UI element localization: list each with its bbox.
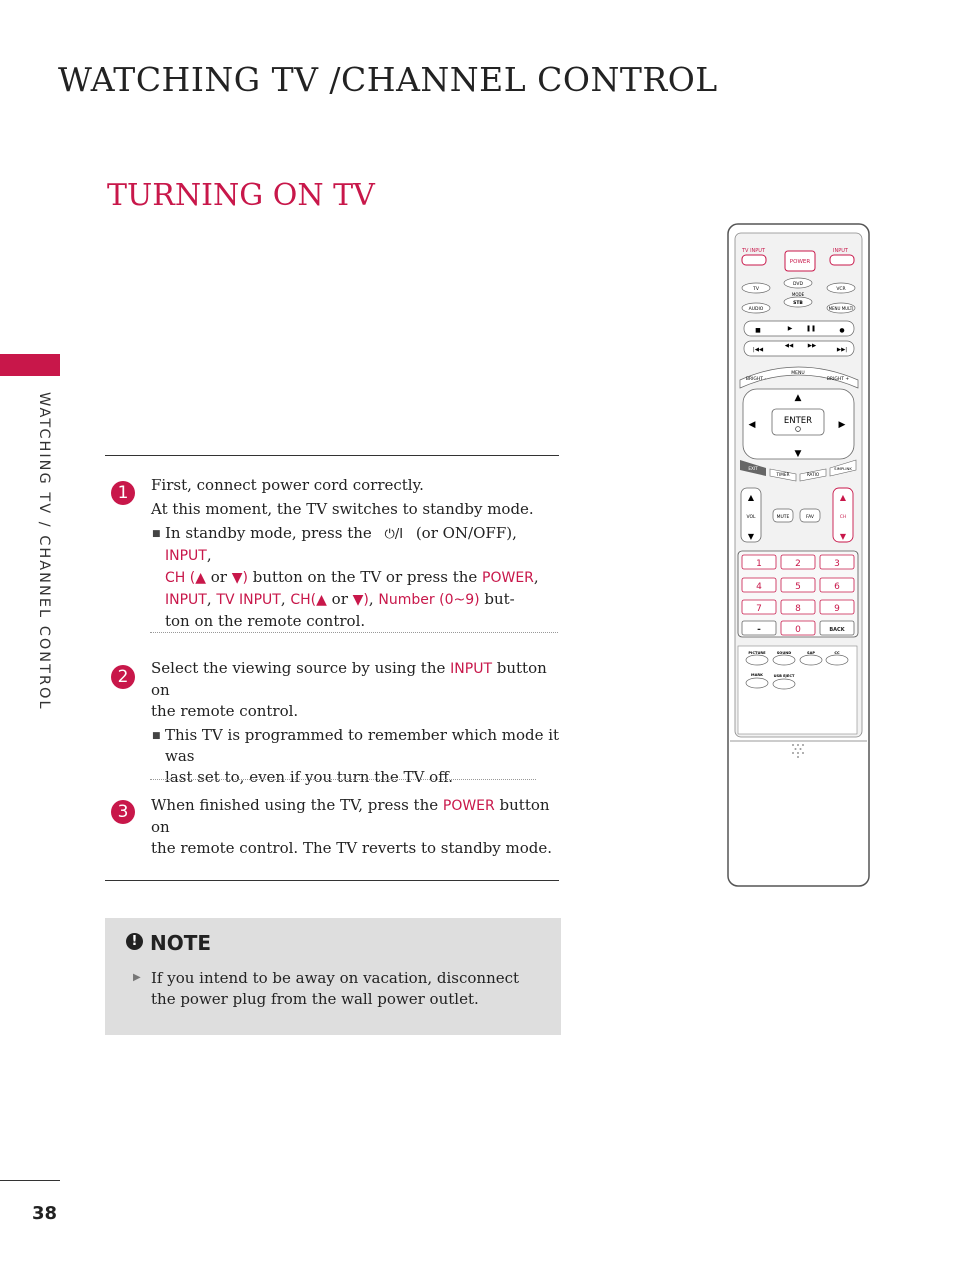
channel-down-icon: ▼ bbox=[839, 532, 847, 541]
menu-label: MENU bbox=[791, 371, 805, 376]
pause-icon: ❚❚ bbox=[805, 325, 817, 332]
key-ch-up: CH (▲ bbox=[165, 570, 206, 586]
sound-button bbox=[773, 655, 795, 665]
text: , bbox=[533, 568, 539, 586]
key-7-label: 7 bbox=[756, 604, 762, 614]
key-back-label: BACK bbox=[829, 627, 845, 633]
footer-rule bbox=[0, 1180, 60, 1181]
mode-vcr-label: VCR bbox=[836, 287, 846, 292]
note-text bbox=[151, 968, 551, 1010]
bullet-square-icon: ■ bbox=[152, 731, 161, 741]
key-9-label: 9 bbox=[834, 604, 840, 614]
key-0-label: 0 bbox=[795, 625, 801, 635]
picture-button bbox=[746, 655, 768, 665]
left-arrow-icon: ◀ bbox=[748, 420, 756, 430]
key-input: INPUT bbox=[165, 592, 207, 608]
text: , bbox=[206, 546, 212, 564]
side-tab-label: WATCHING TV / CHANNEL CONTROL bbox=[36, 392, 52, 711]
usb-eject-label: USB EJECT bbox=[773, 674, 795, 678]
up-arrow-icon: ▲ bbox=[794, 393, 802, 403]
key-input: INPUT bbox=[165, 548, 207, 564]
text: or bbox=[326, 590, 353, 608]
dotted-divider bbox=[150, 632, 558, 633]
mode-label: MODE bbox=[791, 292, 805, 297]
top-rule bbox=[105, 455, 559, 456]
key-8-label: 8 bbox=[795, 604, 801, 614]
triangle-bullet-icon: ▶ bbox=[133, 972, 141, 983]
stop-icon: ■ bbox=[755, 327, 761, 334]
step-3-line-1 bbox=[151, 795, 561, 838]
step-1-text bbox=[151, 475, 561, 632]
key-dash-label: - bbox=[757, 625, 761, 635]
section-title: TURNING ON TV bbox=[107, 178, 375, 213]
bright-minus-label: BRIGHT - bbox=[745, 377, 767, 382]
text: , bbox=[206, 590, 217, 608]
step-1-bullet bbox=[151, 523, 561, 632]
step-3-text bbox=[151, 795, 561, 859]
mode-stb-label: STB bbox=[793, 301, 803, 306]
cc-button bbox=[826, 655, 848, 665]
key-input: INPUT bbox=[450, 661, 492, 677]
vol-label: VOL bbox=[746, 515, 756, 520]
simplink-label: SIMPLINK bbox=[834, 466, 852, 471]
power-symbol-icon: ⏻/I bbox=[384, 527, 404, 542]
mark-button bbox=[746, 678, 768, 688]
sound-label: SOUND bbox=[776, 651, 792, 655]
key-tv-input: TV INPUT bbox=[216, 592, 281, 608]
fav-label: FAV bbox=[805, 515, 815, 520]
step-2-badge: 2 bbox=[111, 665, 135, 689]
step-3-badge: 3 bbox=[111, 800, 135, 824]
mark-label: MARK bbox=[751, 673, 763, 677]
key-power: POWER bbox=[442, 798, 495, 814]
record-icon: ● bbox=[839, 327, 845, 334]
skip-forward-icon: ▶▶| bbox=[836, 347, 848, 353]
tv-input-label: TV INPUT bbox=[742, 248, 766, 254]
down-arrow-icon: ▼ bbox=[794, 449, 802, 459]
channel-up-icon: ▲ bbox=[839, 493, 847, 502]
key-5-label: 5 bbox=[795, 582, 801, 592]
dotted-divider bbox=[150, 779, 536, 780]
note-line-1: If you intend to be away on vacation, disconnect bbox=[151, 969, 520, 987]
cc-label: CC bbox=[834, 651, 840, 655]
key-power: POWER bbox=[482, 570, 534, 586]
step-2-line-2: the remote control. bbox=[151, 702, 299, 720]
input-label: INPUT bbox=[833, 248, 848, 254]
text: button on the TV or press the bbox=[247, 568, 483, 586]
side-tab bbox=[0, 354, 60, 376]
sap-label: SAP bbox=[806, 651, 816, 655]
text: (or ON/OFF), bbox=[411, 524, 517, 542]
note-line-2: the power plug from the wall power outlet. bbox=[151, 990, 479, 1008]
sap-button bbox=[800, 655, 822, 665]
volume-down-icon: ▼ bbox=[747, 532, 755, 541]
power-label: POWER bbox=[789, 259, 811, 265]
key-4-label: 4 bbox=[756, 582, 762, 592]
text: or bbox=[205, 568, 232, 586]
note-label: NOTE bbox=[150, 931, 212, 955]
exclamation-icon: ! bbox=[126, 933, 143, 950]
step-2-line-1 bbox=[151, 658, 561, 701]
remote-control-illustration bbox=[726, 222, 871, 888]
step-2-text bbox=[151, 658, 561, 788]
text: , bbox=[368, 590, 379, 608]
step-1-badge: 1 bbox=[111, 481, 135, 505]
text: button on bbox=[151, 659, 547, 699]
tv-input-button bbox=[742, 255, 766, 265]
timer-label: TIMER bbox=[776, 472, 790, 477]
page-number: 38 bbox=[32, 1203, 58, 1224]
ratio-label: RATIO bbox=[806, 472, 820, 477]
bullet-square-icon: ■ bbox=[152, 529, 161, 539]
page-title: WATCHING TV /CHANNEL CONTROL bbox=[58, 60, 718, 99]
picture-label: PICTURE bbox=[748, 651, 766, 655]
ch-label: CH bbox=[839, 515, 847, 520]
rewind-icon: ◀◀ bbox=[784, 343, 794, 349]
key-6-label: 6 bbox=[834, 582, 840, 592]
text: but- bbox=[479, 590, 515, 608]
step-1-line-2: At this moment, the TV switches to standby mode. bbox=[151, 500, 534, 518]
fast-forward-icon: ▶▶ bbox=[807, 343, 817, 349]
key-ch-down: ▼) bbox=[352, 592, 369, 608]
key-1-label: 1 bbox=[756, 559, 762, 569]
mode-tv-label: TV bbox=[753, 287, 759, 292]
key-2-label: 2 bbox=[795, 559, 801, 569]
mute-label: MUTE bbox=[776, 515, 790, 520]
bright-plus-label: BRIGHT + bbox=[826, 377, 850, 382]
audio-label: AUDIO bbox=[748, 307, 764, 312]
mode-dvd-label: DVD bbox=[793, 282, 803, 287]
enter-label: ENTER bbox=[783, 416, 813, 426]
text: ton on the remote control. bbox=[165, 612, 366, 630]
text: This TV is programmed to remember which mode it was bbox=[165, 726, 560, 765]
text: Select the viewing source by using the bbox=[151, 659, 451, 677]
skip-back-icon: |◀◀ bbox=[752, 347, 764, 353]
text: In standby mode, press the bbox=[165, 524, 377, 542]
text: last set to, even if you turn the TV off. bbox=[165, 768, 454, 786]
usb-eject-button bbox=[773, 679, 795, 689]
exit-label: EXIT bbox=[748, 466, 758, 471]
input-button bbox=[830, 255, 854, 265]
text: button on bbox=[151, 796, 550, 836]
volume-up-icon: ▲ bbox=[747, 493, 755, 502]
play-icon: ▶ bbox=[787, 325, 793, 332]
step-3-line-2: the remote control. The TV reverts to standby mode. bbox=[151, 839, 553, 857]
text: , bbox=[280, 590, 291, 608]
key-ch-down: ▼) bbox=[231, 570, 248, 586]
key-number: Number (0~9) bbox=[378, 592, 480, 608]
step-1-line-1: First, connect power cord correctly. bbox=[151, 476, 424, 494]
key-ch-up: CH(▲ bbox=[290, 592, 327, 608]
key-3-label: 3 bbox=[834, 559, 840, 569]
bottom-section-rule bbox=[105, 880, 559, 881]
multi-label: MENU MULTI bbox=[828, 306, 854, 311]
right-arrow-icon: ▶ bbox=[838, 420, 846, 430]
text: When finished using the TV, press the bbox=[151, 796, 443, 814]
